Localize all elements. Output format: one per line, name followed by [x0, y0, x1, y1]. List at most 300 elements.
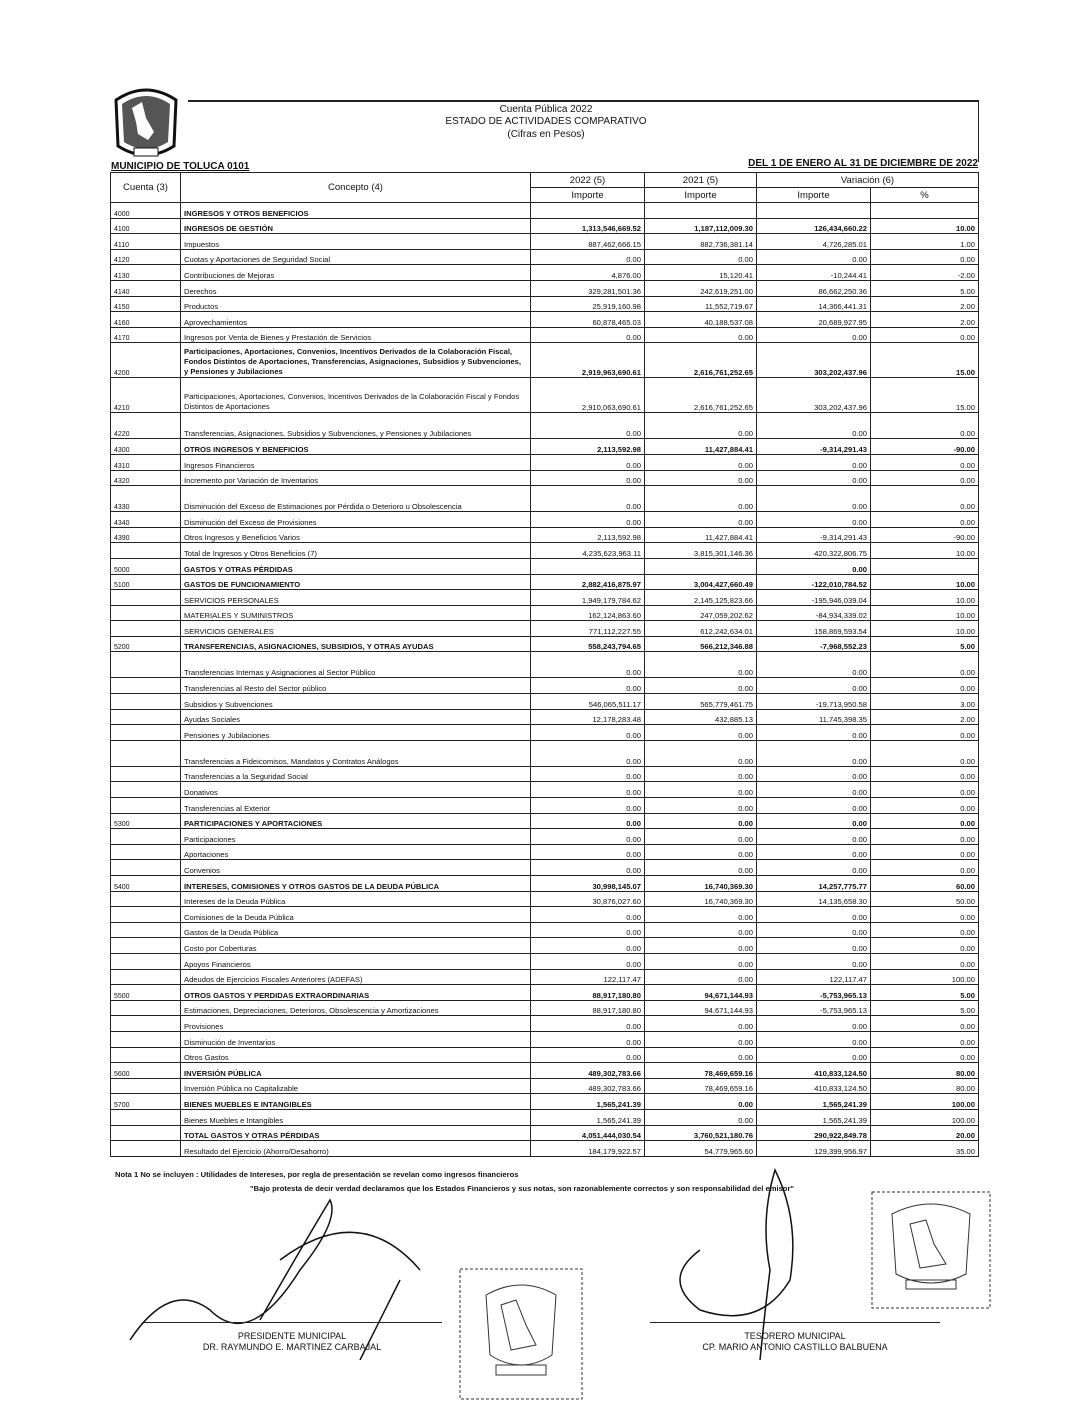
account-code: 5400 [111, 876, 181, 892]
table-row [111, 1047, 979, 1063]
concept: INGRESOS Y OTROS BENEFICIOS [181, 203, 531, 219]
variation-amount: 0.00 [757, 558, 871, 574]
amount-2022: 162,124,863.60 [531, 605, 645, 621]
variation-amount: 0.00 [757, 725, 871, 741]
table-row [111, 1063, 979, 1079]
table-row [111, 1016, 979, 1032]
amount-2021: 0.00 [645, 1031, 757, 1047]
variation-amount: 126,434,660.22 [757, 218, 871, 234]
concept: Estimaciones, Depreciaciones, Deterioros, Obsolescencia y Amortizaciones [181, 1000, 531, 1016]
variation-amount: 0.00 [757, 860, 871, 876]
amount-2022: 0.00 [531, 953, 645, 969]
amount-2021: 0.00 [645, 938, 757, 954]
table-row [111, 203, 979, 219]
concept: MATERIALES Y SUMINISTROS [181, 605, 531, 621]
variation-amount: -5,753,965.13 [757, 985, 871, 1001]
table-row [111, 709, 979, 725]
amount-2021: 11,427,884.41 [645, 527, 757, 543]
variation-percent: 0.00 [871, 782, 979, 798]
account-code [111, 543, 181, 559]
amount-2022: 0.00 [531, 1047, 645, 1063]
variation-percent: 20.00 [871, 1125, 979, 1141]
variation-amount: -9,314,291.43 [757, 439, 871, 455]
table-row [111, 413, 979, 439]
variation-amount: 0.00 [757, 829, 871, 845]
amount-2021: 0.00 [645, 678, 757, 694]
table-row [111, 439, 979, 455]
col-subheader-importe-2021: Importe [645, 188, 757, 203]
variation-amount: 303,202,437.96 [757, 378, 871, 413]
amount-2022: 0.00 [531, 766, 645, 782]
concept: Participaciones, Aportaciones, Convenios, Incentivos Derivados de la Colaboración Fiscal, Fondos Distintos de Aportaciones, Transferencias, Asignaciones, Subsidios y Subvenciones, y Pensiones y Jubilaciones [181, 343, 531, 378]
concept: PARTICIPACIONES Y APORTACIONES [181, 813, 531, 829]
account-code: 4170 [111, 327, 181, 343]
account-code [111, 922, 181, 938]
table-row [111, 558, 979, 574]
variation-amount: 14,366,441.31 [757, 296, 871, 312]
concept: Participaciones [181, 829, 531, 845]
variation-percent: 0.00 [871, 829, 979, 845]
table-row [111, 249, 979, 265]
table-row [111, 636, 979, 652]
variation-percent: 3.00 [871, 694, 979, 710]
footnote-1: Nota 1 No se incluyen : Utilidades de Intereses, por regla de presentación se revelan como ingresos financieros [115, 1170, 519, 1179]
amount-2022: 122,117.47 [531, 969, 645, 985]
table-row [111, 740, 979, 766]
amount-2022: 0.00 [531, 454, 645, 470]
variation-amount: -9,314,291.43 [757, 527, 871, 543]
table-row [111, 694, 979, 710]
account-code: 4100 [111, 218, 181, 234]
amount-2021: 0.00 [645, 486, 757, 512]
variation-percent: 5.00 [871, 1000, 979, 1016]
table-row [111, 343, 979, 378]
account-code [111, 694, 181, 710]
amount-2022: 0.00 [531, 678, 645, 694]
table-row [111, 512, 979, 528]
president-name: DR. RAYMUNDO E. MARTINEZ CARBAJAL [202, 1342, 382, 1352]
concept: Costo por Coberturas [181, 938, 531, 954]
president-title: PRESIDENTE MUNICIPAL [237, 1331, 347, 1341]
concept: Transferencias Internas y Asignaciones al Sector Público [181, 652, 531, 678]
variation-percent: 0.00 [871, 652, 979, 678]
amount-2021: 1,187,112,009.30 [645, 218, 757, 234]
amount-2022: 0.00 [531, 652, 645, 678]
variation-percent: 0.00 [871, 740, 979, 766]
amount-2022: 0.00 [531, 512, 645, 528]
variation-amount: 0.00 [757, 922, 871, 938]
amount-2021: 565,779,461.75 [645, 694, 757, 710]
amount-2022: 546,065,511.17 [531, 694, 645, 710]
concept: Derechos [181, 280, 531, 296]
variation-percent: 0.00 [871, 766, 979, 782]
amount-2022: 25,919,160.98 [531, 296, 645, 312]
variation-amount: 122,117.47 [757, 969, 871, 985]
amount-2021: 0.00 [645, 766, 757, 782]
variation-amount: 303,202,437.96 [757, 343, 871, 378]
variation-percent: 100.00 [871, 1094, 979, 1110]
variation-amount: 290,922,849.78 [757, 1125, 871, 1141]
variation-amount: 0.00 [757, 249, 871, 265]
account-code: 5100 [111, 574, 181, 590]
variation-percent: 0.00 [871, 798, 979, 814]
variation-percent: -90.00 [871, 527, 979, 543]
amount-2021: 15,120.41 [645, 265, 757, 281]
table-row [111, 234, 979, 250]
concept: Incremento por Variación de Inventarios [181, 470, 531, 486]
variation-amount: 0.00 [757, 798, 871, 814]
table-row [111, 1000, 979, 1016]
account-code [111, 953, 181, 969]
variation-percent: 0.00 [871, 938, 979, 954]
variation-percent: 10.00 [871, 590, 979, 606]
account-code: 5200 [111, 636, 181, 652]
concept: OTROS GASTOS Y PERDIDAS EXTRAORDINARIAS [181, 985, 531, 1001]
account-code [111, 907, 181, 923]
variation-percent: 15.00 [871, 378, 979, 413]
amount-2021: 94,671,144.93 [645, 1000, 757, 1016]
concept: Disminución de Inventarios [181, 1031, 531, 1047]
concept: Transferencias, Asignaciones, Subsidios y Subvenciones, y Pensiones y Jubilaciones [181, 413, 531, 439]
concept: Resultado del Ejercicio (Ahorro/Desahorro) [181, 1141, 531, 1157]
variation-percent: 15.00 [871, 343, 979, 378]
variation-amount: 0.00 [757, 486, 871, 512]
account-code: 4340 [111, 512, 181, 528]
table-row [111, 798, 979, 814]
amount-2022: 88,917,180.80 [531, 1000, 645, 1016]
account-code [111, 891, 181, 907]
amount-2021: 0.00 [645, 969, 757, 985]
amount-2021: 54,779,965.60 [645, 1141, 757, 1157]
treasurer-name: CP. MARIO ANTONIO CASTILLO BALBUENA [702, 1342, 888, 1352]
amount-2021: 3,760,521,180.76 [645, 1125, 757, 1141]
col-subheader-pct: % [871, 188, 979, 203]
amount-2022: 0.00 [531, 327, 645, 343]
account-code: 4000 [111, 203, 181, 219]
table-row [111, 574, 979, 590]
concept: Intereses de la Deuda Pública [181, 891, 531, 907]
amount-2022: 0.00 [531, 813, 645, 829]
amount-2021: 0.00 [645, 740, 757, 766]
amount-2022: 0.00 [531, 938, 645, 954]
account-code: 4210 [111, 378, 181, 413]
concept: Cuotas y Aportaciones de Seguridad Social [181, 249, 531, 265]
table-row [111, 891, 979, 907]
concept: Provisiones [181, 1016, 531, 1032]
amount-2021: 2,616,761,252.65 [645, 378, 757, 413]
table-row [111, 280, 979, 296]
variation-amount: 0.00 [757, 327, 871, 343]
table-row [111, 938, 979, 954]
variation-percent: 0.00 [871, 678, 979, 694]
concept: Apoyos Financieros [181, 953, 531, 969]
variation-amount: -122,010,784.52 [757, 574, 871, 590]
table-row [111, 527, 979, 543]
account-code: 4200 [111, 343, 181, 378]
table-row [111, 985, 979, 1001]
concept: Transferencias al Exterior [181, 798, 531, 814]
table-row [111, 1109, 979, 1125]
account-code [111, 1031, 181, 1047]
concept: Otros Gastos [181, 1047, 531, 1063]
account-code [111, 621, 181, 637]
table-row [111, 1078, 979, 1094]
variation-amount: 0.00 [757, 953, 871, 969]
amount-2022 [531, 558, 645, 574]
variation-amount: 86,662,250.36 [757, 280, 871, 296]
variation-amount: 420,322,806.75 [757, 543, 871, 559]
report-title-line1: Cuenta Pública 2022 [499, 104, 593, 115]
col-subheader-importe-var: Importe [757, 188, 871, 203]
variation-percent: 2.00 [871, 296, 979, 312]
signature-line-treasurer [650, 1322, 940, 1323]
concept: GASTOS Y OTRAS PÉRDIDAS [181, 558, 531, 574]
amount-2021: 0.00 [645, 1109, 757, 1125]
account-code [111, 1047, 181, 1063]
amount-2021: 0.00 [645, 829, 757, 845]
account-code [111, 725, 181, 741]
variation-percent: 0.00 [871, 413, 979, 439]
account-code [111, 652, 181, 678]
variation-percent: 5.00 [871, 280, 979, 296]
variation-percent: 35.00 [871, 1141, 979, 1157]
variation-percent: 100.00 [871, 969, 979, 985]
amount-2022: 1,949,179,784.62 [531, 590, 645, 606]
variation-amount: 158,869,593.54 [757, 621, 871, 637]
amount-2021: 0.00 [645, 782, 757, 798]
variation-amount: 0.00 [757, 652, 871, 678]
table-row [111, 296, 979, 312]
account-code [111, 740, 181, 766]
amount-2022: 2,919,963,690.61 [531, 343, 645, 378]
variation-amount: 410,833,124.50 [757, 1063, 871, 1079]
concept: OTROS INGRESOS Y BENEFICIOS [181, 439, 531, 455]
amount-2022: 0.00 [531, 1016, 645, 1032]
account-code: 5000 [111, 558, 181, 574]
variation-percent: 0.00 [871, 907, 979, 923]
account-code [111, 590, 181, 606]
variation-percent: 80.00 [871, 1078, 979, 1094]
variation-percent: 50.00 [871, 891, 979, 907]
variation-amount: -7,968,552.23 [757, 636, 871, 652]
amount-2021: 94,671,144.93 [645, 985, 757, 1001]
amount-2021: 0.00 [645, 844, 757, 860]
amount-2021: 0.00 [645, 1094, 757, 1110]
variation-percent: 10.00 [871, 621, 979, 637]
amount-2022: 0.00 [531, 413, 645, 439]
concept: SERVICIOS GENERALES [181, 621, 531, 637]
account-code [111, 1141, 181, 1157]
table-row [111, 766, 979, 782]
variation-percent: 0.00 [871, 470, 979, 486]
col-subheader-importe-2022: Importe [531, 188, 645, 203]
col-header-concepto: Concepto (4) [181, 173, 531, 203]
amount-2022: 489,302,783.66 [531, 1078, 645, 1094]
table-row [111, 605, 979, 621]
table-row [111, 829, 979, 845]
concept: Adeudos de Ejercicios Fiscales Anteriores (ADEFAS) [181, 969, 531, 985]
concept: Impuestos [181, 234, 531, 250]
variation-amount: 0.00 [757, 740, 871, 766]
signature-line-president [142, 1322, 442, 1323]
sindicatura-stamp [456, 1265, 586, 1405]
variation-amount: 0.00 [757, 938, 871, 954]
amount-2021: 16,740,369.30 [645, 876, 757, 892]
account-code [111, 829, 181, 845]
variation-percent: 10.00 [871, 543, 979, 559]
amount-2021: 0.00 [645, 249, 757, 265]
amount-2021: 0.00 [645, 907, 757, 923]
account-code: 5700 [111, 1094, 181, 1110]
table-row [111, 312, 979, 328]
table-row [111, 454, 979, 470]
amount-2021: 432,885.13 [645, 709, 757, 725]
concept: INGRESOS DE GESTIÓN [181, 218, 531, 234]
concept: Aprovechamientos [181, 312, 531, 328]
concept: Inversión Pública no Capitalizable [181, 1078, 531, 1094]
variation-amount: 0.00 [757, 813, 871, 829]
account-code: 5300 [111, 813, 181, 829]
variation-percent [871, 203, 979, 219]
amount-2022: 2,113,592.98 [531, 527, 645, 543]
variation-percent: 0.00 [871, 512, 979, 528]
table-row [111, 327, 979, 343]
account-code [111, 709, 181, 725]
account-code: 4110 [111, 234, 181, 250]
concept: Transferencias a Fideicomisos, Mandatos y Contratos Análogos [181, 740, 531, 766]
table-row [111, 1094, 979, 1110]
table-row [111, 782, 979, 798]
variation-amount: 20,689,927.95 [757, 312, 871, 328]
concept: Contribuciones de Mejoras [181, 265, 531, 281]
concept: GASTOS DE FUNCIONAMIENTO [181, 574, 531, 590]
amount-2022: 489,302,783.66 [531, 1063, 645, 1079]
amount-2021: 0.00 [645, 798, 757, 814]
variation-percent: -2.00 [871, 265, 979, 281]
amount-2022: 558,243,794.65 [531, 636, 645, 652]
table-row [111, 678, 979, 694]
variation-amount: 1,565,241.39 [757, 1094, 871, 1110]
concept: INVERSIÓN PÚBLICA [181, 1063, 531, 1079]
amount-2021: 0.00 [645, 470, 757, 486]
table-row [111, 860, 979, 876]
amount-2022: 0.00 [531, 907, 645, 923]
report-title-line2: ESTADO DE ACTIVIDADES COMPARATIVO [445, 116, 647, 127]
amount-2022: 4,876.00 [531, 265, 645, 281]
account-code [111, 1109, 181, 1125]
variation-percent: 0.00 [871, 953, 979, 969]
variation-percent [871, 558, 979, 574]
variation-amount: 0.00 [757, 782, 871, 798]
account-code: 4320 [111, 470, 181, 486]
concept: TRANSFERENCIAS, ASIGNACIONES, SUBSIDIOS, Y OTRAS AYUDAS [181, 636, 531, 652]
amount-2021: 2,145,125,823.66 [645, 590, 757, 606]
concept: Productos [181, 296, 531, 312]
variation-percent: 0.00 [871, 454, 979, 470]
variation-amount: 129,399,956.97 [757, 1141, 871, 1157]
account-code: 4220 [111, 413, 181, 439]
amount-2021: 0.00 [645, 860, 757, 876]
concept: Aportaciones [181, 844, 531, 860]
table-row [111, 486, 979, 512]
table-row [111, 1125, 979, 1141]
variation-percent: 2.00 [871, 709, 979, 725]
account-code [111, 766, 181, 782]
account-code: 4130 [111, 265, 181, 281]
variation-percent: 5.00 [871, 636, 979, 652]
amount-2022: 0.00 [531, 249, 645, 265]
variation-amount: 0.00 [757, 844, 871, 860]
amount-2022: 0.00 [531, 740, 645, 766]
account-code [111, 1125, 181, 1141]
concept: Pensiones y Jubilaciones [181, 725, 531, 741]
amount-2022: 2,882,416,875.97 [531, 574, 645, 590]
treasurer-title: TESORERO MUNICIPAL [744, 1331, 846, 1341]
account-code: 4310 [111, 454, 181, 470]
variation-amount: -10,244.41 [757, 265, 871, 281]
variation-percent: 0.00 [871, 725, 979, 741]
amount-2021: 2,616,761,252.65 [645, 343, 757, 378]
variation-amount: 0.00 [757, 1016, 871, 1032]
table-row [111, 844, 979, 860]
variation-amount: -84,934,339.02 [757, 605, 871, 621]
amount-2021: 3,004,427,660.49 [645, 574, 757, 590]
amount-2021 [645, 558, 757, 574]
variation-amount: 14,257,775.77 [757, 876, 871, 892]
account-code: 4390 [111, 527, 181, 543]
account-code: 4120 [111, 249, 181, 265]
concept: Participaciones, Aportaciones, Convenios, Incentivos Derivados de la Colaboración Fiscal y Fondos Distintos de Aportaciones [181, 378, 531, 413]
col-header-2022: 2022 (5) [531, 173, 645, 188]
variation-percent: 0.00 [871, 249, 979, 265]
variation-percent: 5.00 [871, 985, 979, 1001]
amount-2022: 184,179,922.57 [531, 1141, 645, 1157]
variation-percent: 80.00 [871, 1063, 979, 1079]
variation-percent: 10.00 [871, 218, 979, 234]
account-code [111, 1000, 181, 1016]
table-row [111, 725, 979, 741]
table-row [111, 590, 979, 606]
amount-2022: 0.00 [531, 798, 645, 814]
amount-2022 [531, 203, 645, 219]
table-row [111, 470, 979, 486]
concept: Transferencias a la Seguridad Social [181, 766, 531, 782]
amount-2021: 242,619,251.00 [645, 280, 757, 296]
declaration-statement: "Bajo protesta de decir verdad declaramos que los Estados Financieros y sus notas, son razonablemente correctos y son responsabilidad del emisor" [250, 1184, 794, 1193]
variation-amount: 0.00 [757, 1031, 871, 1047]
table-row [111, 543, 979, 559]
account-code [111, 678, 181, 694]
concept: Disminución del Exceso de Provisiones [181, 512, 531, 528]
variation-amount: 0.00 [757, 413, 871, 439]
amount-2022: 0.00 [531, 1031, 645, 1047]
amount-2022: 1,565,241.39 [531, 1109, 645, 1125]
account-code: 5500 [111, 985, 181, 1001]
amount-2022: 0.00 [531, 486, 645, 512]
concept: Disminución del Exceso de Estimaciones por Pérdida o Deterioro u Obsolescencia [181, 486, 531, 512]
variation-percent: 0.00 [871, 844, 979, 860]
variation-amount: -195,946,039.04 [757, 590, 871, 606]
table-row [111, 953, 979, 969]
variation-amount: 0.00 [757, 470, 871, 486]
variation-percent: 0.00 [871, 327, 979, 343]
amount-2021 [645, 203, 757, 219]
variation-amount: 0.00 [757, 512, 871, 528]
table-row [111, 652, 979, 678]
amount-2022: 0.00 [531, 470, 645, 486]
account-code: 4160 [111, 312, 181, 328]
account-code: 4330 [111, 486, 181, 512]
